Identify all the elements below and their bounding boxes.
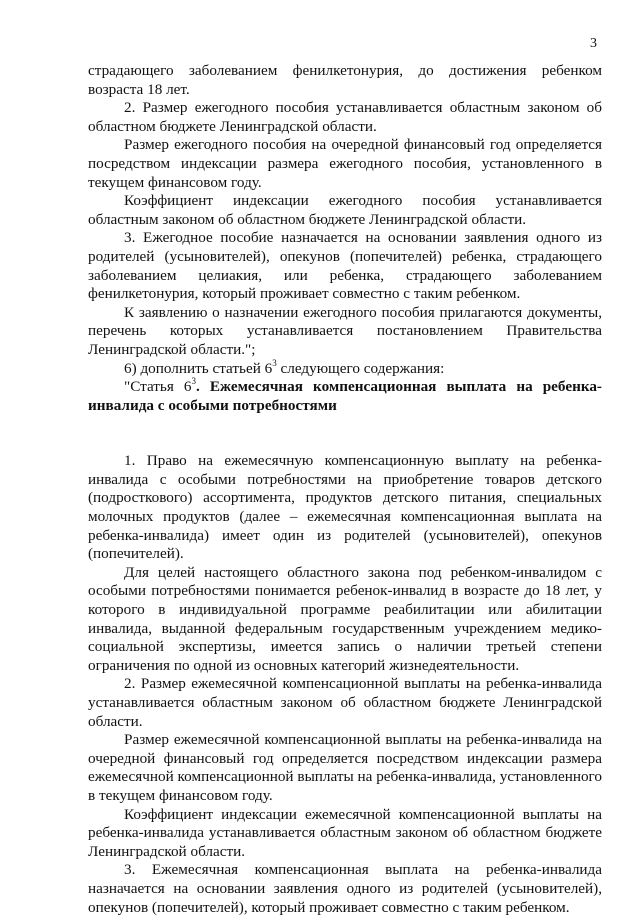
paragraph: К заявлению о назначении ежегодного пособия прилагаются документы, перечень которых устанавливается постановлением Правительства Ленинградской области."; xyxy=(88,303,602,358)
amendment-item-6-text-end: следующего содержания: xyxy=(276,359,445,377)
article-number-superscript: 3 xyxy=(272,357,277,368)
paragraph: 2. Размер ежегодного пособия устанавливается областным законом об областном бюджете Ленинградской области. xyxy=(88,99,602,135)
amendment-item-6-text: 6) дополнить статьей 6 xyxy=(124,359,273,377)
article-paragraph: 1. Право на ежемесячную компенсационную выплату на ребенка-инвалида с особыми потребностями на приобретение товаров детского (подросткового) ассортимента, продуктов детского питания, специальных молочных продуктов (далее – ежемесячная компенсационная выплата на ребенка-инвалида) имеет один из родителей (усыновителей), опекунов (попечителей). xyxy=(88,452,602,563)
article-paragraph: Для целей настоящего областного закона под ребенком-инвалидом с особыми потребностями понимается ребенок-инвалид в возрасте до 18 лет, у которого в индивидуальной программе реабилитации или абилитации инвалида, выданной федеральным государственным учреждением медико-социальной экспертизы, имеется запись о наличии третьей степени ограничения по одной из основных категорий жизнедеятельности. xyxy=(88,563,602,674)
paragraph: 3. Ежегодное пособие назначается на основании заявления одного из родителей (усыновителей), опекунов (попечителей) ребенка, страдающего заболеванием целиакия, или ребенка, страдающего заболеванием фенилкетонурия, который проживает совместно с таким ребенком. xyxy=(88,229,602,303)
article-paragraph: Размер ежемесячной компенсационной выплаты на ребенка-инвалида на очередной финансовый год определяется посредством индексации размера ежемесячной компенсационной выплаты на ребенка-инвалида, установленного в текущем финансовом году. xyxy=(88,731,602,804)
article-number-superscript: 3 xyxy=(191,376,197,387)
article-title: Ежемесячная компенсационная выплата на ребенка-инвалида с особыми потребностями xyxy=(88,378,602,414)
paragraph: Коэффициент индексации ежегодного пособия устанавливается областным законом об областном бюджете Ленинградской области. xyxy=(88,192,602,228)
document-body xyxy=(88,62,602,917)
article-paragraph: 3. Ежемесячная компенсационная выплата на ребенка-инвалида назначается на основании заявления одного из родителей (усыновителей), опекунов (попечителей), который проживает совместно с таким ребенком. xyxy=(88,861,602,916)
paragraph: страдающего заболеванием фенилкетонурия, до достижения ребенком возраста 18 лет. xyxy=(88,62,602,98)
paragraph: Размер ежегодного пособия на очередной финансовый год определяется посредством индексации размера ежегодного пособия, установленного в текущем финансовом году. xyxy=(88,136,602,191)
article-prefix: "Статья 6 xyxy=(124,378,192,396)
amendment-item-6 xyxy=(88,357,602,379)
page-number: 3 xyxy=(590,36,597,51)
article-paragraph: 2. Размер ежемесячной компенсационной выплаты на ребенка-инвалида устанавливается областным законом об областном бюджете Ленинградской области. xyxy=(88,675,602,730)
article-heading xyxy=(88,378,602,415)
article-paragraph: Коэффициент индексации ежемесячной компенсационной выплаты на ребенка-инвалида устанавливается областным законом об областном бюджете Ленинградской области. xyxy=(88,805,602,860)
article-dot: . xyxy=(196,378,210,396)
